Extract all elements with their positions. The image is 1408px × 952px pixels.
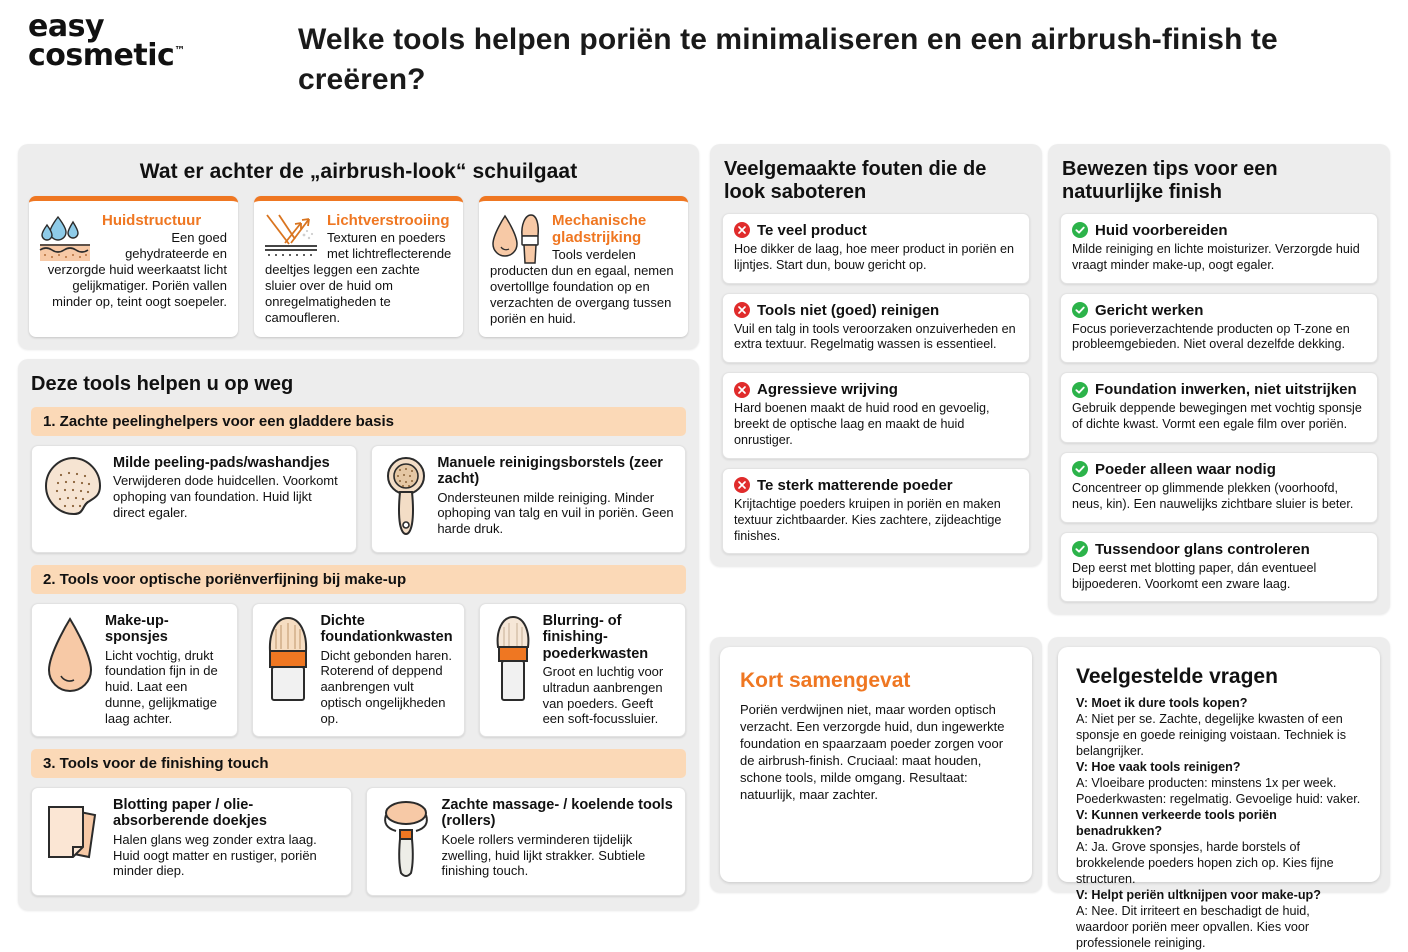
summary-card bbox=[720, 647, 1032, 882]
tool-card-body: Licht vochtig, drukt foundation fijn in de huid. Laat een dunne, gelijkmatige laag achter. bbox=[105, 647, 218, 727]
trademark-symbol: ™ bbox=[174, 44, 185, 58]
airbrush-card-body: Texturen en poeders met lichtreflecterende deeltjes leggen een zachte sluier over de huid om onregelmatigheden te camoufleren. bbox=[265, 230, 452, 326]
airbrush-card-body: Tools verdelen producten dun en egaal, nemen overtolllge foundation op en verzachten de overgang tussen poriën en huid. bbox=[490, 247, 674, 327]
error-cross-icon bbox=[734, 382, 750, 398]
dense-foundation-brush-icon bbox=[264, 613, 312, 710]
sponge-and-brush-icon bbox=[490, 213, 546, 261]
tip-item bbox=[1060, 213, 1378, 284]
mistake-item bbox=[722, 468, 1030, 555]
airbrush-card-body: Een goed gehydrateerde en verzorgde huid weerkaatst licht gelijkmatiger. Poriën vallen minder op, teint oogt soepeler. bbox=[47, 230, 227, 310]
tool-card-foundation-brush bbox=[252, 603, 464, 737]
header bbox=[0, 0, 1408, 128]
cleansing-brush-icon bbox=[383, 455, 429, 542]
light-scattering-icon bbox=[265, 213, 321, 261]
page-title: Welke tools helpen poriën te minimaliseren en een airbrush-finish te creëren? bbox=[298, 23, 1278, 96]
mistake-heading: Te sterk matterende poeder bbox=[757, 476, 953, 494]
airbrush-card-lichtverstrooiing bbox=[254, 196, 463, 337]
mistakes-list bbox=[710, 213, 1042, 567]
faq-answer: A: Vloeibare producten: minstens 1x per week. Poederkwasten: regelmatig. Gevoelige huid: vaker. bbox=[1076, 775, 1361, 806]
tip-item bbox=[1060, 372, 1378, 443]
mistake-body: Vuil en talg in tools veroorzaken onzuiverheden en extra textuur. Regelmatig wassen is essentieel. bbox=[734, 321, 1016, 352]
tip-heading: Foundation inwerken, niet uitstrijken bbox=[1095, 381, 1357, 399]
tool-card-heading: Manuele reinigingsborstels (zeer zacht) bbox=[437, 455, 663, 488]
faq-card bbox=[1058, 647, 1380, 950]
airbrush-card-heading: Mechanische gladstrijking bbox=[552, 212, 647, 247]
faq-item bbox=[1076, 760, 1362, 808]
left-column bbox=[18, 144, 699, 910]
tools-section-band-2: 2. Tools voor optische poriënverfijning bij make-up bbox=[31, 565, 686, 594]
faq-list bbox=[1076, 696, 1362, 952]
mistakes-panel bbox=[710, 144, 1042, 566]
summary-title: Kort samengevat bbox=[740, 669, 911, 692]
tips-panel-title: Bewezen tips voor een natuurlijke finish bbox=[1062, 158, 1278, 204]
makeup-sponge-icon bbox=[43, 613, 97, 706]
tool-card-heading: Blurring- of finishing-poederkwasten bbox=[542, 613, 649, 662]
mistakes-panel-title: Veelgemaakte fouten die de look saboteren bbox=[724, 158, 987, 204]
error-cross-icon bbox=[734, 477, 750, 493]
tool-card-heading: Blotting paper / olie-absorberende doekjes bbox=[113, 797, 267, 830]
tool-card-peeling-pads bbox=[31, 445, 357, 553]
tool-card-blotting-paper bbox=[31, 787, 352, 896]
face-roller-icon bbox=[378, 797, 434, 886]
tip-body: Focus porieverzachtende producten op T-zone en probleemgebieden. Niet overal dezelfde dekking. bbox=[1072, 321, 1350, 352]
tool-card-body: Koele rollers verminderen tijdelijk zwelling, huid lijkt strakker. Subtiele finishing touch. bbox=[441, 831, 646, 879]
success-check-icon bbox=[1072, 461, 1088, 477]
mistake-body: Krijtachtige poeders kruipen in poriën en maken textuur zichtbaarder. Kies zachtere, zijdeachtige finishes. bbox=[734, 496, 1002, 543]
faq-title: Veelgestelde vragen bbox=[1076, 665, 1278, 688]
airbrush-explainer-panel bbox=[18, 144, 699, 349]
tool-card-heading: Dichte foundationkwasten bbox=[320, 613, 453, 646]
faq-answer: A: Nee. Dit irriteert en beschadigt de huid, waardoor poriën meer opvallen. Kies voor professionele reiniging. bbox=[1076, 903, 1310, 950]
mistake-item bbox=[722, 293, 1030, 364]
tip-item bbox=[1060, 532, 1378, 603]
mistake-heading: Agressieve wrijving bbox=[757, 381, 898, 399]
mistake-body: Hard boenen maakt de huid rood en gevoelig, breekt de optische laag en maakt de huid onrustiger. bbox=[734, 401, 990, 447]
success-check-icon bbox=[1072, 541, 1088, 557]
brand-logo-line2: cosmetic™ bbox=[28, 38, 185, 74]
airbrush-card-gladstrijking bbox=[479, 196, 688, 337]
faq-item bbox=[1076, 808, 1362, 888]
faq-panel-wrapper bbox=[1048, 637, 1390, 950]
mistake-heading: Te veel product bbox=[757, 221, 867, 239]
airbrush-card-heading: Lichtverstrooiing bbox=[327, 212, 450, 229]
brand-logo bbox=[28, 9, 268, 74]
tools-section-band-3: 3. Tools voor de finishing touch bbox=[31, 749, 686, 778]
tip-body: Gebruik deppende bewegingen met vochtig sponsje of dichte kwast. Vormt een egale film over poriën. bbox=[1072, 401, 1362, 432]
finishing-powder-brush-icon bbox=[491, 613, 535, 710]
success-check-icon bbox=[1072, 222, 1088, 238]
blotting-paper-icon bbox=[43, 797, 105, 872]
airbrush-card-huidstructuur bbox=[29, 196, 238, 337]
tools-section-1-cards bbox=[31, 445, 686, 553]
tool-card-heading: Make-up-sponsjes bbox=[105, 613, 169, 646]
tool-card-cleansing-brush bbox=[371, 445, 686, 553]
error-cross-icon bbox=[734, 302, 750, 318]
faq-question: V: Moet ik dure tools kopen? bbox=[1076, 696, 1248, 710]
faq-answer: A: Ja. Grove sponsjes, harde borstels of brokkelende poeders hopen zich op. Kies fijne structuren. bbox=[1076, 839, 1334, 886]
tip-body: Concentreer op glimmende plekken (voorhoofd, neus, kin). Een nauwelijks zichtbare sluier is beter. bbox=[1072, 480, 1354, 511]
mistake-item bbox=[722, 213, 1030, 284]
hydrated-skin-layer-icon bbox=[40, 213, 96, 261]
tips-list bbox=[1048, 213, 1390, 615]
faq-item bbox=[1076, 888, 1362, 952]
peeling-pad-icon bbox=[43, 455, 105, 526]
tool-card-body: Groot en luchtig voor ultradun aanbrengen van poeders. Geeft een soft-focussluier. bbox=[542, 663, 664, 727]
tool-card-body: Dicht gebonden haren. Roterend of deppend aanbrengen vult optisch ongelijkheden op. bbox=[320, 647, 452, 727]
faq-item bbox=[1076, 696, 1362, 760]
faq-question: V: Hoe vaak tools reinigen? bbox=[1076, 759, 1241, 774]
tool-card-finishing-brush bbox=[479, 603, 686, 737]
brand-logo-line1: easy bbox=[28, 9, 105, 44]
error-cross-icon bbox=[734, 222, 750, 238]
faq-question: V: Kunnen verkeerde tools poriën benadrukken? bbox=[1076, 807, 1277, 838]
summary-body: Poriën verdwijnen niet, maar worden optisch verzacht. Een verzorgde huid, dun ingewerkte foundation en spaarzaam poeder zorgen voor de airbrush-finish. Cruciaal: maat houden, schone tools, milde omgang. Resultaat: natuurlijk, maar zachter. bbox=[740, 702, 1005, 803]
airbrush-card-row bbox=[29, 196, 688, 337]
faq-answer: A: Niet per se. Zachte, degelijke kwasten of een sponsje en goede reiniging voistaan. Techniek is belangrijker. bbox=[1076, 711, 1347, 758]
success-check-icon bbox=[1072, 302, 1088, 318]
faq-question: V: Helpt periën ultknijpen voor make-up? bbox=[1076, 887, 1321, 902]
tool-card-makeup-sponge bbox=[31, 603, 238, 737]
tools-section-3-cards bbox=[31, 787, 686, 896]
mistake-item bbox=[722, 372, 1030, 459]
mistake-heading: Tools niet (goed) reinigen bbox=[757, 301, 940, 319]
tip-heading: Huid voorbereiden bbox=[1095, 221, 1228, 239]
tips-panel bbox=[1048, 144, 1390, 614]
tool-card-body: Ondersteunen milde reiniging. Minder ophoping van talg en vuil in poriën. Geen harde druk. bbox=[437, 489, 674, 537]
tools-panel bbox=[18, 359, 699, 910]
success-check-icon bbox=[1072, 382, 1088, 398]
tools-panel-title: Deze tools helpen u op weg bbox=[31, 373, 294, 396]
tool-card-body: Verwijderen dode huidcellen. Voorkomt ophoping van foundation. Huid lijkt direct egaler. bbox=[113, 473, 338, 521]
tip-body: Milde reiniging en lichte moisturizer. Verzorgde huid vraagt minder make-up, oogt egaler. bbox=[1072, 241, 1360, 272]
tools-section-band-1: 1. Zachte peelinghelpers voor een gladdere basis bbox=[31, 407, 686, 436]
summary-panel-wrapper bbox=[710, 637, 1042, 892]
airbrush-card-heading: Huidstructuur bbox=[102, 212, 202, 229]
tool-card-heading: Milde peeling-pads/washandjes bbox=[113, 455, 330, 472]
tip-body: Dep eerst met blotting paper, dán eventueel bijpoederen. Voorkomt een zware laag. bbox=[1072, 560, 1317, 591]
tip-heading: Poeder alleen waar nodig bbox=[1095, 460, 1276, 478]
tip-heading: Gericht werken bbox=[1095, 301, 1204, 319]
tool-card-face-roller bbox=[366, 787, 687, 896]
tip-item bbox=[1060, 452, 1378, 523]
airbrush-panel-title: Wat er achter de „airbrush-look“ schuilgaat bbox=[139, 160, 578, 183]
tool-card-heading: Zachte massage- / koelende tools (rollers) bbox=[441, 797, 673, 830]
tool-card-body: Halen glans weg zonder extra laag. Huid oogt matter en rustiger, poriën minder diep. bbox=[113, 831, 317, 879]
tip-heading: Tussendoor glans controleren bbox=[1095, 540, 1310, 558]
tip-item bbox=[1060, 293, 1378, 364]
mistake-body: Hoe dikker de laag, hoe meer product in poriën en lijntjes. Start dun, bouw gericht op. bbox=[734, 241, 1015, 272]
tools-section-2-cards bbox=[31, 603, 686, 737]
